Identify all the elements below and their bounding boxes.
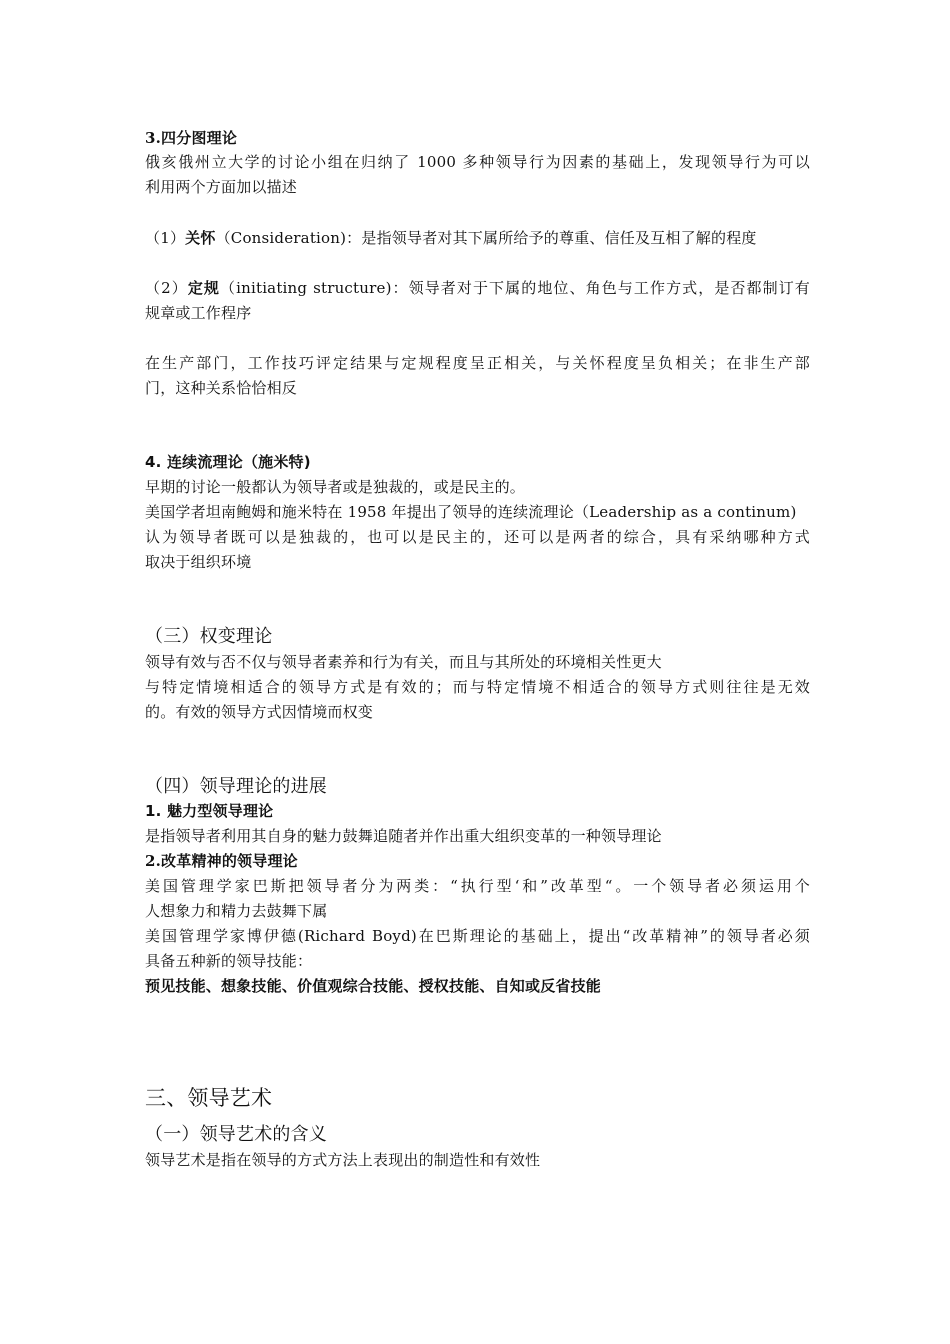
list-item-number: （2）: [145, 279, 188, 297]
term-definition: （initiating structure)：领导者对于下属的地位、角色与工作方式，是否都制订有: [220, 279, 810, 297]
paragraph-line: 在生产部门，工作技巧评定结果与定规程度呈正相关，与关怀程度呈负相关；在非生产部: [145, 354, 810, 372]
term-consideration: 关怀: [185, 229, 216, 247]
paragraph-line: 早期的讨论一般都认为领导者或是独裁的，或是民主的。: [145, 478, 526, 496]
paragraph-line: 美国学者坦南鲍姆和施米特在 1958 年提出了领导的连续流理论（Leadership as a continum): [145, 503, 797, 521]
section-title-contingency: （三）权变理论: [145, 626, 273, 647]
paragraph-line: 俄亥俄州立大学的讨论小组在归纳了 1000 多种领导行为因素的基础上，发现领导行为可以: [145, 153, 810, 171]
paragraph-line: 利用两个方面加以描述: [145, 178, 298, 196]
paragraph-line: 是指领导者利用其自身的魅力鼓舞追随者并作出重大组织变革的一种领导理论: [145, 827, 662, 845]
subsection-title-charismatic: 1. 魅力型领导理论: [145, 802, 274, 820]
paragraph-line: 与特定情境相适合的领导方式是有效的；而与特定情境不相适合的领导方式则往往是无效: [145, 678, 810, 696]
paragraph-line: 取决于组织环境: [145, 553, 252, 571]
paragraph-line: 人想象力和精力去鼓舞下属: [145, 902, 328, 920]
term-definition: （Consideration)：是指领导者对其下属所给予的尊重、信任及互相了解的程度: [215, 229, 757, 247]
section-title-four-quadrant: 3.四分图理论: [145, 129, 238, 147]
subsection-title-transformational: 2.改革精神的领导理论: [145, 852, 298, 870]
paragraph-line: 美国管理学家博伊德(Richard Boyd)在巴斯理论的基础上，提出“改革精神”的领导者必须: [145, 927, 810, 945]
paragraph-line: 具备五种新的领导技能：: [145, 952, 313, 970]
paragraph-line: 认为领导者既可以是独裁的，也可以是民主的，还可以是两者的综合，具有采纳哪种方式: [145, 528, 810, 546]
section-title-continuum: 4. 连续流理论（施米特): [145, 453, 311, 471]
list-item-initiating-structure: [145, 276, 810, 300]
paragraph-line: 门，这种关系恰恰相反: [145, 379, 298, 397]
list-item-consideration: [145, 226, 810, 250]
paragraph-line: 规章或工作程序: [145, 304, 252, 322]
paragraph-line: 的。有效的领导方式因情境而权变: [145, 703, 374, 721]
chapter-title-leadership-art: 三、领导艺术: [145, 1086, 273, 1110]
skills-list: 预见技能、想象技能、价值观综合技能、授权技能、自知或反省技能: [145, 977, 602, 995]
paragraph-line: 领导艺术是指在领导的方式方法上表现出的制造性和有效性: [145, 1151, 541, 1169]
list-item-number: （1）: [145, 229, 186, 247]
term-initiating-structure: 定规: [187, 279, 221, 297]
paragraph-line: 领导有效与否不仅与领导者素养和行为有关，而且与其所处的环境相关性更大: [145, 653, 662, 671]
section-title-progress: （四）领导理论的进展: [145, 776, 327, 797]
section-title-art-meaning: （一）领导艺术的含义: [145, 1124, 327, 1145]
paragraph-line: 美国管理学家巴斯把领导者分为两类：“执行型‘和”改革型“。一个领导者必须运用个: [145, 877, 810, 895]
